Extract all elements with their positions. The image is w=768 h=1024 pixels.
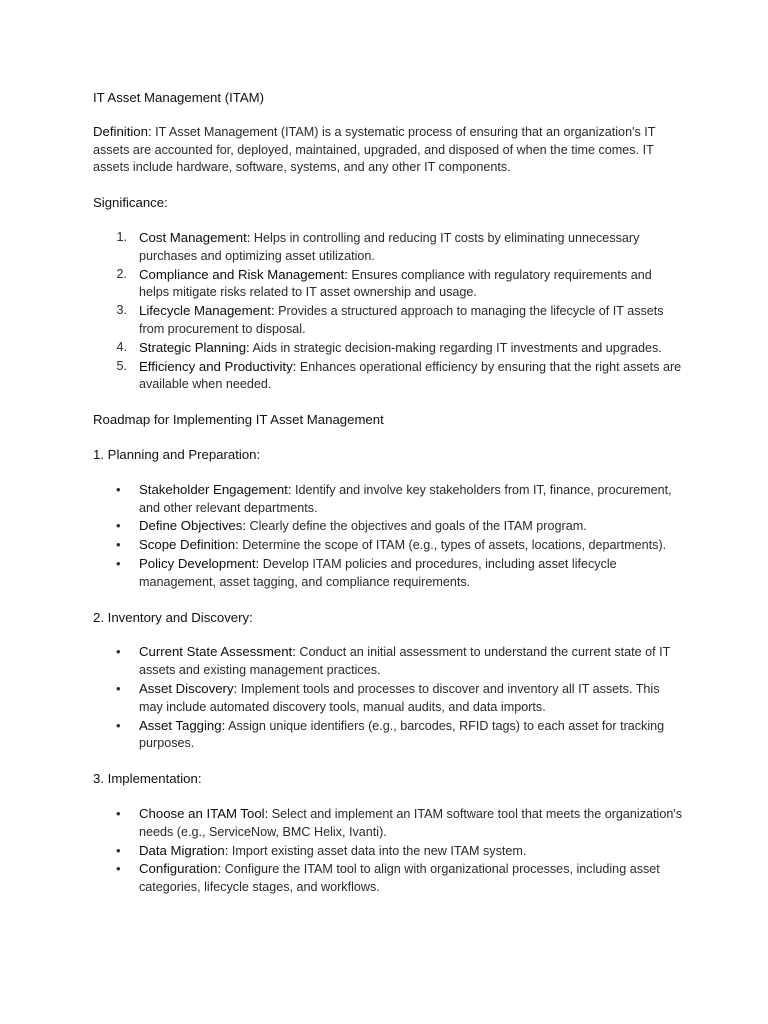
item-term: Data Migration: [139, 842, 229, 858]
item-term: Cost Management: [139, 229, 251, 245]
item-term: Compliance and Risk Management: [139, 266, 348, 282]
item-text: Configure the ITAM tool to align with organizational processes, including asset categories, lifecycle stages, and workflows. [139, 862, 660, 895]
item-text: Aids in strategic decision-making regarding IT investments and upgrades. [249, 340, 662, 355]
item-term: Policy Development: [139, 555, 260, 571]
list-number: 2. [116, 266, 127, 281]
definition-paragraph [93, 123, 683, 177]
item-text: Identify and involve key stakeholders from IT, finance, procurement, and other relevant departments. [139, 482, 672, 515]
list-number: 1. [116, 229, 127, 244]
list-item [93, 717, 683, 754]
list-number: 4. [116, 339, 127, 354]
item-term: Choose an ITAM Tool: [139, 805, 269, 821]
significance-list [93, 229, 683, 394]
item-term: Configuration: [139, 861, 222, 877]
item-text: Select and implement an ITAM software tool that meets the organization's needs (e.g., ServiceNow, BMC Helix, Ivanti). [139, 806, 683, 839]
item-text: Assign unique identifiers (e.g., barcodes, RFID tags) to each asset for tracking purposes. [139, 718, 665, 751]
list-item [93, 680, 683, 717]
item-text: Import existing asset data into the new ITAM system. [228, 843, 527, 858]
significance-heading: Significance: [93, 195, 168, 211]
item-text: Enhances operational efficiency by ensuring that the right assets are available when needed. [139, 359, 682, 392]
definition-text: IT Asset Management (ITAM) is a systematic process of ensuring that an organization's IT assets are accounted for, deployed, maintained, upgraded, and disposed of when the time comes. IT assets include hardware, software, systems, and any other IT components. [93, 124, 656, 175]
item-text: Provides a structured approach to managing the lifecycle of IT assets from procurement to disposal. [139, 304, 664, 336]
implementation-list [93, 805, 683, 897]
item-term: Asset Tagging: [139, 717, 226, 733]
item-text: Develop ITAM policies and procedures, including asset lifecycle management, asset tagging, and compliance requirements. [139, 556, 617, 589]
bullet-icon: • [116, 842, 121, 858]
document-title: IT Asset Management (ITAM) [93, 90, 265, 105]
list-item [93, 555, 683, 592]
bullet-icon: • [116, 680, 121, 696]
planning-list [93, 481, 683, 592]
bullet-icon: • [116, 644, 121, 660]
list-item [93, 358, 683, 395]
item-term: Strategic Planning: [139, 339, 250, 355]
list-number: 3. [116, 303, 127, 318]
inventory-list [93, 643, 683, 753]
list-item [93, 805, 683, 842]
bullet-icon: • [116, 555, 121, 571]
item-text: Conduct an initial assessment to understand the current state of IT assets and existing management practices. [139, 645, 671, 678]
roadmap-heading: Roadmap for Implementing IT Asset Management [93, 412, 384, 428]
bullet-icon: • [116, 481, 121, 497]
list-item [93, 229, 683, 266]
item-term: Scope Definition: [139, 537, 239, 553]
list-number: 5. [116, 358, 127, 373]
list-item [93, 536, 683, 555]
item-text: Helps in controlling and reducing IT costs by eliminating unnecessary purchases and optimizing asset utilization. [139, 230, 640, 263]
item-term: Define Objectives: [139, 518, 247, 534]
item-text: Ensures compliance with regulatory requirements and helps mitigate risks related to IT asset ownership and usage. [139, 267, 652, 300]
list-item [93, 339, 683, 358]
list-item [93, 860, 683, 897]
section-title-inventory: 2. Inventory and Discovery: [93, 609, 253, 625]
section-title-planning: 1. Planning and Preparation: [93, 446, 261, 462]
item-text: Implement tools and processes to discover and inventory all IT assets. This may include automated discovery tools, manual audits, and data imports. [139, 681, 660, 714]
item-term: Stakeholder Engagement: [139, 481, 292, 497]
list-item [93, 266, 683, 303]
document-body [93, 89, 683, 914]
item-term: Asset Discovery: [139, 680, 238, 696]
item-term: Lifecycle Management: [139, 303, 275, 319]
section-title-implementation: 3. Implementation: [93, 771, 202, 787]
bullet-icon: • [116, 861, 121, 877]
item-text: Clearly define the objectives and goals of the ITAM program. [246, 519, 587, 534]
list-item [93, 302, 683, 339]
list-item [93, 517, 683, 536]
list-item [93, 481, 683, 518]
bullet-icon: • [116, 537, 121, 553]
definition-term: Definition: [93, 123, 152, 139]
bullet-icon: • [116, 805, 121, 821]
bullet-icon: • [116, 518, 121, 534]
item-term: Efficiency and Productivity: [139, 358, 297, 374]
item-text: Determine the scope of ITAM (e.g., types of assets, locations, departments). [238, 538, 667, 553]
list-item [93, 842, 683, 861]
list-item [93, 643, 683, 680]
bullet-icon: • [116, 717, 121, 733]
item-term: Current State Assessment: [139, 644, 296, 660]
